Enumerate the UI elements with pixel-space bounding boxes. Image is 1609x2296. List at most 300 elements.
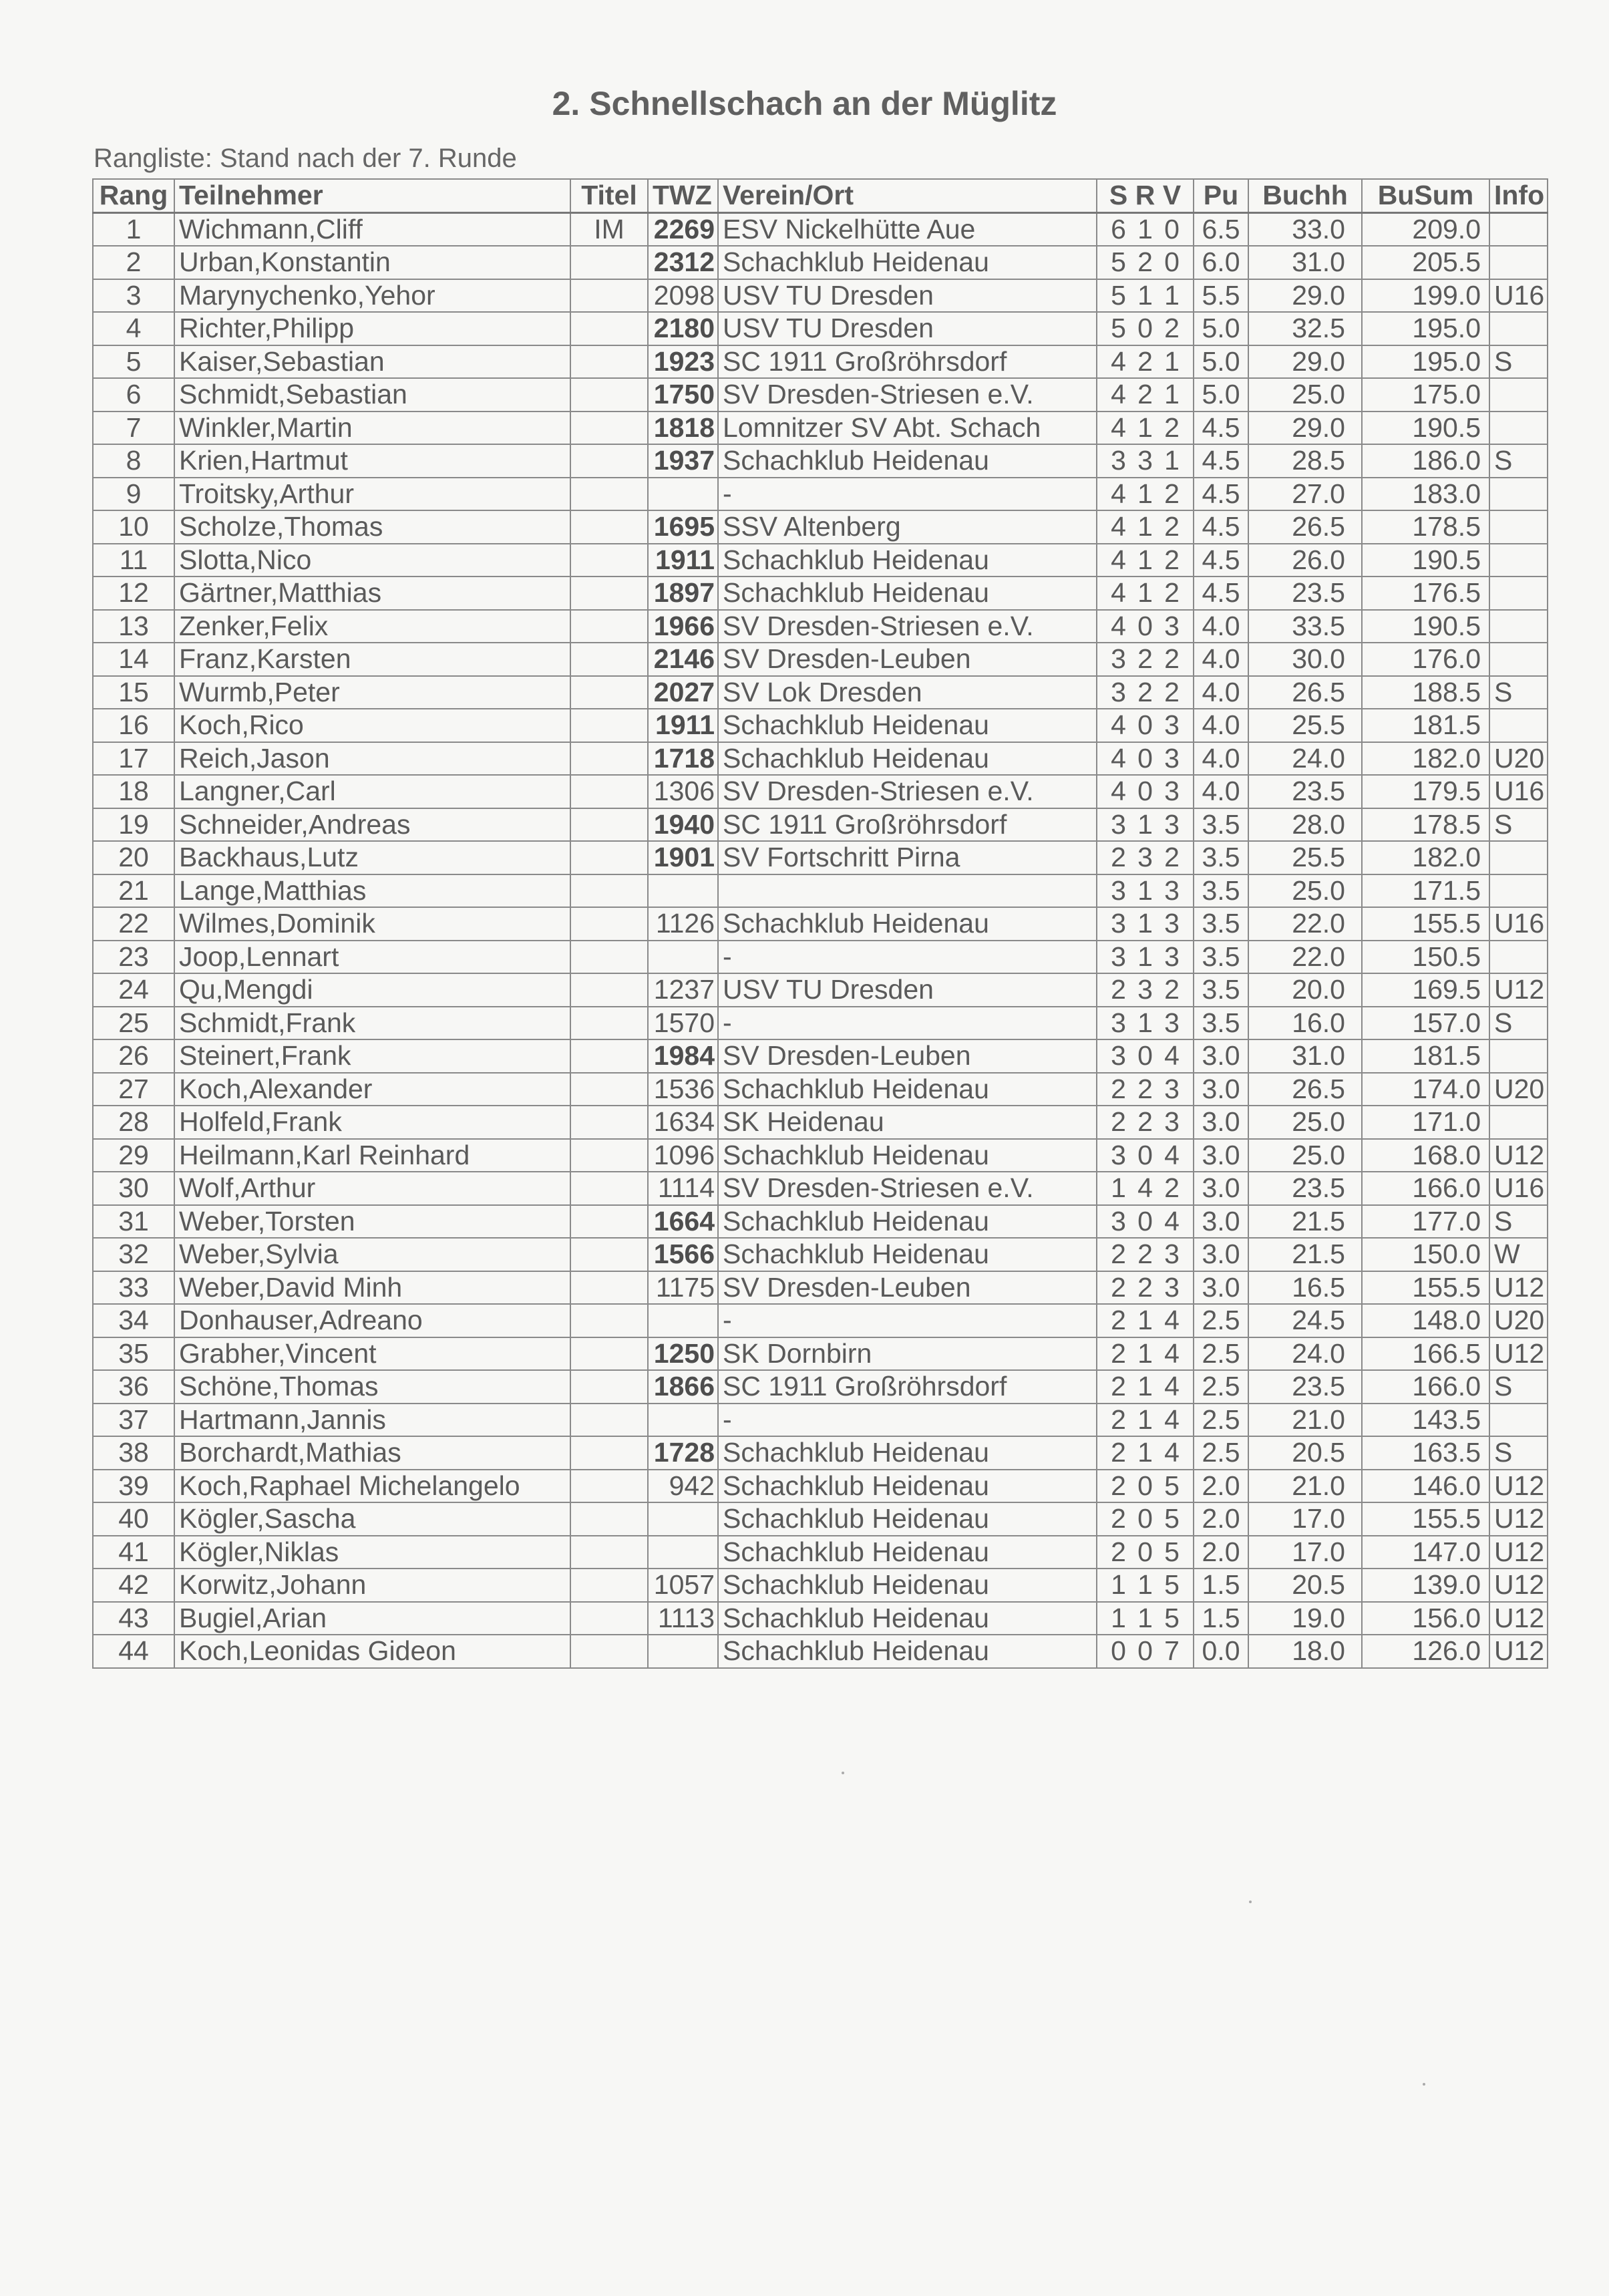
cell-twz: 1250 (648, 1337, 718, 1371)
cell-srv (1097, 1304, 1194, 1337)
cell-r: 0 (1137, 1503, 1153, 1534)
cell-verein: SV Dresden-Striesen e.V. (718, 1172, 1097, 1205)
cell-teilnehmer: Donhauser,Adreano (174, 1304, 570, 1337)
cell-twz: 1175 (648, 1271, 718, 1305)
cell-rang: 23 (93, 941, 174, 974)
cell-v: 5 (1164, 1569, 1180, 1601)
cell-teilnehmer: Grabher,Vincent (174, 1337, 570, 1371)
cell-busum: 150.5 (1362, 941, 1489, 974)
cell-v: 3 (1164, 808, 1180, 840)
cell-rang: 6 (93, 378, 174, 412)
cell-pu: 2.5 (1194, 1337, 1248, 1371)
cell-titel (570, 1635, 648, 1668)
cell-rang: 18 (93, 775, 174, 808)
cell-busum: 155.5 (1362, 1502, 1489, 1536)
cell-buchh: 22.0 (1248, 907, 1362, 941)
cell-srv (1097, 1039, 1194, 1073)
table-row (93, 941, 1548, 974)
table-row (93, 643, 1548, 676)
cell-v: 3 (1164, 1007, 1180, 1038)
cell-teilnehmer: Kögler,Sascha (174, 1502, 570, 1536)
cell-busum: 178.5 (1362, 808, 1489, 842)
cell-info: S (1489, 1436, 1548, 1470)
cell-twz: 1570 (648, 1007, 718, 1040)
cell-s: 6 (1111, 213, 1126, 244)
cell-rang: 19 (93, 808, 174, 842)
cell-r: 0 (1137, 742, 1153, 774)
cell-titel (570, 1602, 648, 1635)
cell-buchh: 29.0 (1248, 412, 1362, 445)
cell-titel (570, 742, 648, 776)
cell-rang: 14 (93, 643, 174, 676)
cell-info: U16 (1489, 1172, 1548, 1205)
table-row (93, 312, 1548, 345)
cell-info (1489, 643, 1548, 676)
cell-srv (1097, 1370, 1194, 1404)
cell-srv (1097, 1436, 1194, 1470)
cell-teilnehmer: Koch,Rico (174, 709, 570, 742)
cell-busum: 190.5 (1362, 610, 1489, 643)
header-rang: Rang (93, 179, 174, 212)
table-row (93, 1271, 1548, 1305)
cell-srv (1097, 212, 1194, 246)
cell-r: 1 (1137, 544, 1153, 575)
cell-pu: 4.0 (1194, 610, 1248, 643)
cell-titel (570, 378, 648, 412)
cell-busum: 163.5 (1362, 1436, 1489, 1470)
cell-srv (1097, 246, 1194, 279)
cell-r: 0 (1137, 1635, 1153, 1667)
cell-v: 3 (1164, 610, 1180, 641)
table-row (93, 742, 1548, 776)
cell-titel (570, 312, 648, 345)
cell-s: 2 (1111, 1437, 1126, 1468)
cell-srv (1097, 1337, 1194, 1371)
cell-pu: 6.0 (1194, 246, 1248, 279)
cell-titel (570, 1536, 648, 1569)
cell-v: 4 (1164, 1139, 1180, 1170)
cell-v: 4 (1164, 1404, 1180, 1435)
cell-v: 2 (1164, 643, 1180, 675)
cell-busum: 176.5 (1362, 577, 1489, 610)
cell-rang: 17 (93, 742, 174, 776)
cell-buchh: 21.5 (1248, 1205, 1362, 1239)
cell-srv (1097, 676, 1194, 709)
cell-s: 4 (1111, 610, 1126, 641)
cell-twz: 1923 (648, 345, 718, 379)
cell-verein: Schachklub Heidenau (718, 907, 1097, 941)
cell-rang: 40 (93, 1502, 174, 1536)
cell-s: 4 (1111, 379, 1126, 410)
cell-buchh: 25.5 (1248, 709, 1362, 742)
cell-rang: 9 (93, 478, 174, 511)
cell-s: 2 (1111, 1503, 1126, 1534)
cell-s: 2 (1111, 1337, 1126, 1369)
cell-pu: 3.5 (1194, 1007, 1248, 1040)
cell-info (1489, 1106, 1548, 1139)
cell-twz (648, 478, 718, 511)
cell-buchh: 27.0 (1248, 478, 1362, 511)
cell-info (1489, 246, 1548, 279)
table-row (93, 1304, 1548, 1337)
cell-r: 1 (1137, 1569, 1153, 1601)
cell-v: 0 (1164, 247, 1180, 278)
cell-v: 4 (1164, 1040, 1180, 1072)
cell-s: 4 (1111, 412, 1126, 443)
cell-pu: 4.0 (1194, 775, 1248, 808)
cell-titel (570, 610, 648, 643)
cell-twz: 1536 (648, 1073, 718, 1106)
cell-rang: 36 (93, 1370, 174, 1404)
table-row (93, 1404, 1548, 1437)
cell-verein: SV Dresden-Striesen e.V. (718, 610, 1097, 643)
cell-verein: SV Fortschritt Pirna (718, 841, 1097, 874)
cell-busum: 182.0 (1362, 841, 1489, 874)
cell-r: 2 (1137, 643, 1153, 675)
cell-v: 3 (1164, 709, 1180, 741)
cell-v: 2 (1164, 842, 1180, 873)
cell-rang: 25 (93, 1007, 174, 1040)
cell-teilnehmer: Slotta,Nico (174, 544, 570, 577)
cell-srv (1097, 1470, 1194, 1503)
table-row (93, 1106, 1548, 1139)
cell-s: 3 (1111, 941, 1126, 972)
cell-teilnehmer: Borchardt,Mathias (174, 1436, 570, 1470)
cell-r: 1 (1137, 1305, 1153, 1336)
cell-r: 1 (1137, 1371, 1153, 1402)
cell-r: 1 (1137, 874, 1153, 906)
cell-twz: 2146 (648, 643, 718, 676)
cell-v: 3 (1164, 742, 1180, 774)
cell-info (1489, 1404, 1548, 1437)
cell-srv (1097, 1007, 1194, 1040)
cell-srv (1097, 874, 1194, 908)
cell-buchh: 31.0 (1248, 1039, 1362, 1073)
cell-titel (570, 709, 648, 742)
cell-twz: 2269 (648, 212, 718, 246)
cell-busum: 183.0 (1362, 478, 1489, 511)
cell-s: 4 (1111, 345, 1126, 377)
cell-teilnehmer: Hartmann,Jannis (174, 1404, 570, 1437)
cell-info: U12 (1489, 1602, 1548, 1635)
cell-teilnehmer: Wichmann,Cliff (174, 212, 570, 246)
cell-pu: 3.5 (1194, 907, 1248, 941)
cell-titel (570, 1304, 648, 1337)
table-row (93, 544, 1548, 577)
cell-s: 1 (1111, 1569, 1126, 1601)
cell-info: U12 (1489, 1502, 1548, 1536)
table-row (93, 1007, 1548, 1040)
cell-info: S (1489, 345, 1548, 379)
cell-v: 3 (1164, 1239, 1180, 1270)
cell-s: 3 (1111, 908, 1126, 939)
cell-srv (1097, 1106, 1194, 1139)
cell-s: 4 (1111, 478, 1126, 509)
cell-teilnehmer: Marynychenko,Yehor (174, 279, 570, 313)
cell-buchh: 23.5 (1248, 1172, 1362, 1205)
cell-titel (570, 246, 648, 279)
cell-rang: 35 (93, 1337, 174, 1371)
cell-titel (570, 841, 648, 874)
cell-rang: 33 (93, 1271, 174, 1305)
cell-titel (570, 1238, 648, 1271)
cell-pu: 1.5 (1194, 1602, 1248, 1635)
cell-s: 4 (1111, 544, 1126, 575)
cell-r: 0 (1137, 1205, 1153, 1237)
cell-verein: Schachklub Heidenau (718, 1470, 1097, 1503)
cell-titel (570, 1404, 648, 1437)
cell-info: S (1489, 1370, 1548, 1404)
cell-buchh: 16.0 (1248, 1007, 1362, 1040)
cell-info: S (1489, 1007, 1548, 1040)
cell-rang: 27 (93, 1073, 174, 1106)
cell-pu: 0.0 (1194, 1635, 1248, 1668)
cell-buchh: 20.5 (1248, 1436, 1362, 1470)
cell-pu: 4.5 (1194, 577, 1248, 610)
cell-buchh: 31.0 (1248, 246, 1362, 279)
cell-srv (1097, 1205, 1194, 1239)
cell-verein: SV Dresden-Striesen e.V. (718, 378, 1097, 412)
cell-info: U12 (1489, 1635, 1548, 1668)
table-row (93, 610, 1548, 643)
cell-verein: USV TU Dresden (718, 312, 1097, 345)
cell-srv (1097, 1536, 1194, 1569)
cell-busum: 182.0 (1362, 742, 1489, 776)
cell-teilnehmer: Langner,Carl (174, 775, 570, 808)
cell-verein: Schachklub Heidenau (718, 1205, 1097, 1239)
cell-twz: 1897 (648, 577, 718, 610)
cell-verein: SC 1911 Großröhrsdorf (718, 1370, 1097, 1404)
table-row (93, 1238, 1548, 1271)
cell-teilnehmer: Wilmes,Dominik (174, 907, 570, 941)
cell-v: 3 (1164, 1106, 1180, 1138)
cell-verein: Schachklub Heidenau (718, 1436, 1097, 1470)
cell-verein: Schachklub Heidenau (718, 544, 1097, 577)
cell-teilnehmer: Holfeld,Frank (174, 1106, 570, 1139)
cell-v: 5 (1164, 1602, 1180, 1633)
cell-buchh: 25.0 (1248, 874, 1362, 908)
cell-verein: Schachklub Heidenau (718, 1139, 1097, 1172)
table-row (93, 279, 1548, 313)
cell-busum: 166.0 (1362, 1172, 1489, 1205)
cell-s: 2 (1111, 1073, 1126, 1104)
table-row (93, 1205, 1548, 1239)
cell-r: 1 (1137, 1602, 1153, 1633)
cell-s: 2 (1111, 1239, 1126, 1270)
cell-verein: USV TU Dresden (718, 279, 1097, 313)
cell-r: 1 (1137, 941, 1153, 972)
cell-teilnehmer: Winkler,Martin (174, 412, 570, 445)
cell-srv (1097, 444, 1194, 478)
cell-buchh: 25.0 (1248, 1106, 1362, 1139)
cell-busum: 143.5 (1362, 1404, 1489, 1437)
cell-pu: 3.5 (1194, 841, 1248, 874)
cell-r: 3 (1137, 974, 1153, 1005)
cell-v: 3 (1164, 908, 1180, 939)
cell-titel (570, 544, 648, 577)
table-header-row (93, 179, 1548, 212)
cell-v: 4 (1164, 1305, 1180, 1336)
cell-srv (1097, 709, 1194, 742)
cell-r: 1 (1137, 1007, 1153, 1038)
cell-s: 2 (1111, 1536, 1126, 1567)
table-row (93, 1569, 1548, 1602)
header-pu: Pu (1194, 179, 1248, 212)
cell-verein: SV Lok Dresden (718, 676, 1097, 709)
cell-titel (570, 1271, 648, 1305)
cell-pu: 3.5 (1194, 874, 1248, 908)
table-row (93, 1602, 1548, 1635)
cell-buchh: 24.0 (1248, 742, 1362, 776)
cell-teilnehmer: Weber,David Minh (174, 1271, 570, 1305)
cell-buchh: 25.0 (1248, 1139, 1362, 1172)
cell-pu: 5.0 (1194, 312, 1248, 345)
cell-v: 3 (1164, 776, 1180, 807)
cell-srv (1097, 643, 1194, 676)
cell-v: 7 (1164, 1635, 1180, 1667)
cell-teilnehmer: Weber,Sylvia (174, 1238, 570, 1271)
table-row (93, 1039, 1548, 1073)
cell-pu: 3.5 (1194, 808, 1248, 842)
table-row (93, 676, 1548, 709)
cell-info (1489, 941, 1548, 974)
cell-twz: 1114 (648, 1172, 718, 1205)
cell-twz: 1984 (648, 1039, 718, 1073)
cell-r: 2 (1137, 1106, 1153, 1138)
cell-verein: Schachklub Heidenau (718, 1635, 1097, 1668)
cell-teilnehmer: Lange,Matthias (174, 874, 570, 908)
cell-info (1489, 212, 1548, 246)
header-buchh: Buchh (1248, 179, 1362, 212)
cell-s: 3 (1111, 676, 1126, 707)
cell-s: 3 (1111, 874, 1126, 906)
cell-titel (570, 577, 648, 610)
cell-s: 4 (1111, 577, 1126, 609)
cell-verein: Schachklub Heidenau (718, 709, 1097, 742)
cell-buchh: 20.5 (1248, 1569, 1362, 1602)
cell-info (1489, 510, 1548, 544)
cell-buchh: 19.0 (1248, 1602, 1362, 1635)
cell-r: 1 (1137, 1437, 1153, 1468)
cell-busum: 181.5 (1362, 709, 1489, 742)
cell-s: 4 (1111, 776, 1126, 807)
cell-s: 5 (1111, 279, 1126, 311)
cell-twz: 1750 (648, 378, 718, 412)
cell-busum: 174.0 (1362, 1073, 1489, 1106)
table-row (93, 1635, 1548, 1668)
cell-teilnehmer: Schöne,Thomas (174, 1370, 570, 1404)
cell-busum: 148.0 (1362, 1304, 1489, 1337)
cell-rang: 12 (93, 577, 174, 610)
cell-titel (570, 1569, 648, 1602)
cell-busum: 199.0 (1362, 279, 1489, 313)
cell-busum: 171.0 (1362, 1106, 1489, 1139)
table-row (93, 775, 1548, 808)
cell-r: 0 (1137, 1139, 1153, 1170)
cell-rang: 34 (93, 1304, 174, 1337)
cell-verein: SK Dornbirn (718, 1337, 1097, 1371)
cell-twz (648, 1502, 718, 1536)
cell-rang: 5 (93, 345, 174, 379)
table-row (93, 874, 1548, 908)
cell-s: 2 (1111, 974, 1126, 1005)
cell-twz: 1728 (648, 1436, 718, 1470)
cell-verein: SC 1911 Großröhrsdorf (718, 808, 1097, 842)
cell-info: S (1489, 808, 1548, 842)
cell-info: U12 (1489, 1536, 1548, 1569)
cell-srv (1097, 1569, 1194, 1602)
cell-v: 1 (1164, 445, 1180, 476)
cell-twz: 1057 (648, 1569, 718, 1602)
cell-s: 1 (1111, 1602, 1126, 1633)
cell-teilnehmer: Krien,Hartmut (174, 444, 570, 478)
cell-titel (570, 345, 648, 379)
table-row (93, 841, 1548, 874)
cell-titel (570, 1039, 648, 1073)
cell-busum: 155.5 (1362, 1271, 1489, 1305)
cell-r: 0 (1137, 709, 1153, 741)
cell-info: U16 (1489, 907, 1548, 941)
cell-pu: 4.5 (1194, 444, 1248, 478)
cell-r: 0 (1137, 313, 1153, 344)
cell-busum: 171.5 (1362, 874, 1489, 908)
cell-verein: SC 1911 Großröhrsdorf (718, 345, 1097, 379)
cell-busum: 175.0 (1362, 378, 1489, 412)
table-row (93, 478, 1548, 511)
cell-titel (570, 279, 648, 313)
cell-verein: Lomnitzer SV Abt. Schach (718, 412, 1097, 445)
cell-teilnehmer: Troitsky,Arthur (174, 478, 570, 511)
cell-buchh: 21.5 (1248, 1238, 1362, 1271)
cell-teilnehmer: Schmidt,Frank (174, 1007, 570, 1040)
cell-v: 1 (1164, 345, 1180, 377)
cell-pu: 4.0 (1194, 643, 1248, 676)
cell-r: 2 (1137, 1271, 1153, 1303)
cell-titel (570, 1370, 648, 1404)
cell-twz (648, 874, 718, 908)
table-row (93, 1470, 1548, 1503)
header-r: R (1135, 180, 1155, 211)
cell-info (1489, 378, 1548, 412)
cell-teilnehmer: Bugiel,Arian (174, 1602, 570, 1635)
cell-pu: 5.0 (1194, 378, 1248, 412)
cell-info: U12 (1489, 1470, 1548, 1503)
cell-buchh: 33.5 (1248, 610, 1362, 643)
cell-buchh: 30.0 (1248, 643, 1362, 676)
cell-teilnehmer: Joop,Lennart (174, 941, 570, 974)
cell-pu: 2.0 (1194, 1502, 1248, 1536)
cell-buchh: 28.5 (1248, 444, 1362, 478)
cell-info (1489, 1039, 1548, 1073)
cell-srv (1097, 841, 1194, 874)
cell-teilnehmer: Zenker,Felix (174, 610, 570, 643)
cell-s: 3 (1111, 1040, 1126, 1072)
cell-srv (1097, 1172, 1194, 1205)
cell-pu: 3.0 (1194, 1106, 1248, 1139)
cell-verein: SV Dresden-Striesen e.V. (718, 775, 1097, 808)
cell-info: U12 (1489, 1337, 1548, 1371)
cell-titel (570, 1073, 648, 1106)
cell-busum: 195.0 (1362, 312, 1489, 345)
cell-busum: 147.0 (1362, 1536, 1489, 1569)
cell-twz: 1566 (648, 1238, 718, 1271)
cell-twz: 942 (648, 1470, 718, 1503)
cell-twz: 1966 (648, 610, 718, 643)
table-row (93, 378, 1548, 412)
cell-r: 2 (1137, 1239, 1153, 1270)
cell-r: 0 (1137, 1470, 1153, 1501)
cell-v: 4 (1164, 1437, 1180, 1468)
